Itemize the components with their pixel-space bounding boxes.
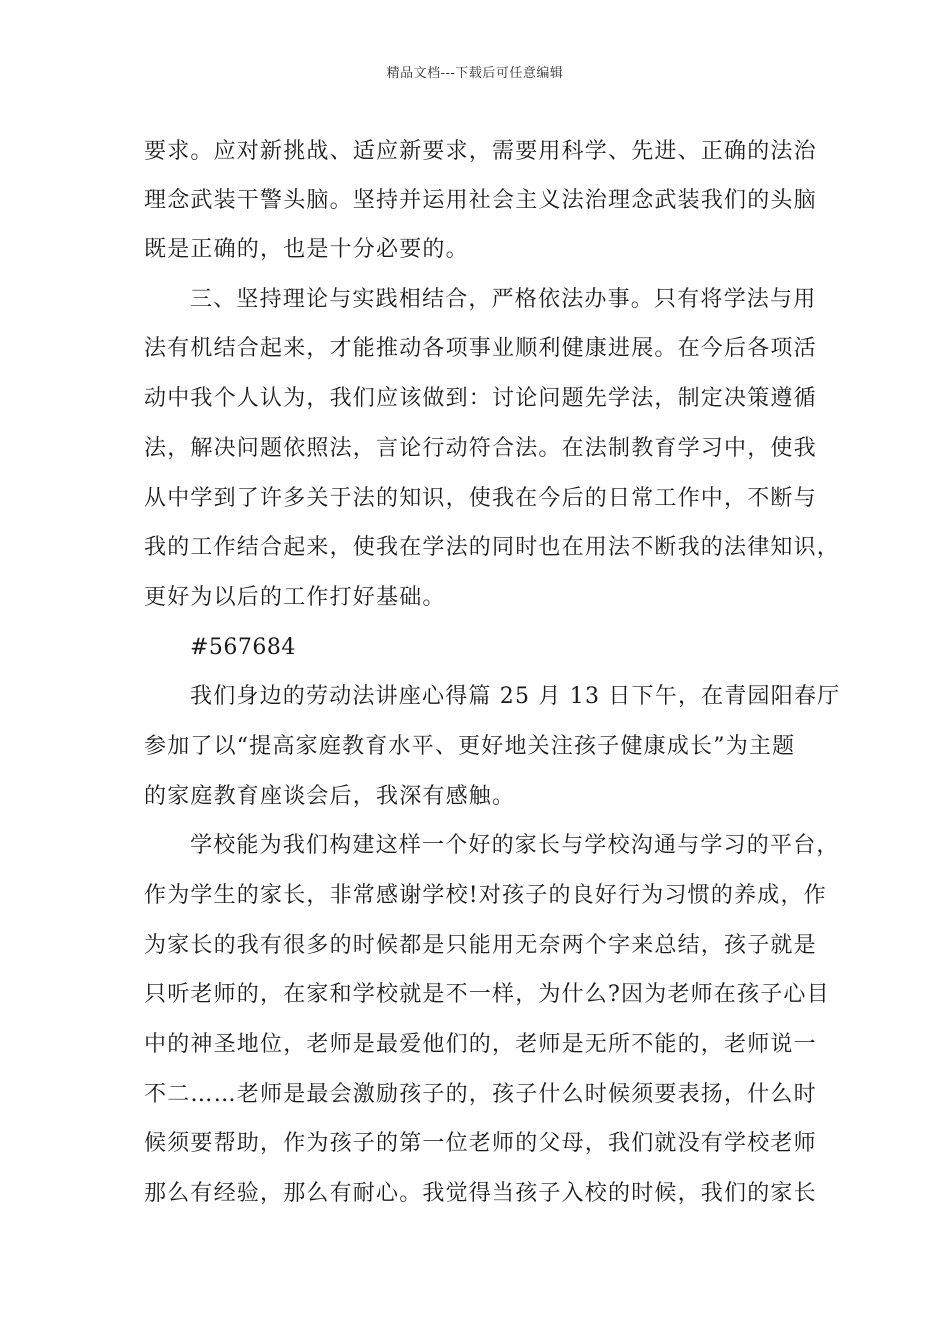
- text-line: 既是正确的，也是十分必要的。: [144, 237, 469, 262]
- text-line: 从中学到了许多关于法的知识，使我在今后的日常工作中，不断与: [144, 486, 817, 511]
- text-line: 动中我个人认为，我们应该做到：讨论问题先学法，制定决策遵循: [144, 386, 817, 411]
- text-line: 法，解决问题依照法，言论行动符合法。在法制教育学习中，使我: [144, 436, 817, 461]
- text-line: 我的工作结合起来，使我在学法的同时也在用法不断我的法律知识，: [144, 535, 841, 560]
- text-line: 中的神圣地位，老师是最爱他们的，老师是无所不能的，老师说一: [144, 1032, 817, 1057]
- text-line: 法有机结合起来，才能推动各项事业顺利健康进展。在今后各项活: [144, 336, 817, 361]
- text-line: 为家长的我有很多的时候都是只能用无奈两个字来总结，孩子就是: [144, 933, 817, 958]
- text-line: 作为学生的家长，非常感谢学校!对孩子的良好行为习惯的养成，作: [144, 883, 827, 908]
- text-line: 候须要帮助，作为孩子的第一位老师的父母，我们就没有学校老师: [144, 1131, 817, 1156]
- paragraph-start-line: 三、坚持理论与实践相结合，严格依法办事。只有将学法与用: [190, 287, 817, 312]
- text-line: 的家庭教育座谈会后，我深有感触。: [144, 784, 516, 809]
- text-line: 要求。应对新挑战、适应新要求，需要用科学、先进、正确的法治: [144, 139, 817, 164]
- text-line: 那么有经验，那么有耐心。我觉得当孩子入校的时候，我们的家长: [144, 1181, 817, 1206]
- text-line: 更好为以后的工作打好基础。: [144, 585, 446, 610]
- paragraph-start-line: 学校能为我们构建这样一个好的家长与学校沟通与学习的平台，: [190, 833, 840, 858]
- text-line: 理念武装干警头脑。坚持并运用社会主义法治理念武装我们的头脑: [144, 188, 817, 213]
- text-line: 参加了以“提高家庭教育水平、更好地关注孩子健康成长”为主题: [144, 734, 796, 759]
- page-header: 精品文档---下载后可任意编辑: [386, 66, 564, 81]
- reference-number: #567684: [190, 635, 296, 660]
- paragraph-start-line: 我们身边的劳动法讲座心得篇 25 月 13 日下午，在青园阳春厅: [190, 684, 841, 709]
- text-line: 不二……老师是最会激励孩子的，孩子什么时候须要表扬，什么时: [144, 1082, 817, 1107]
- text-line: 只听老师的，在家和学校就是不一样，为什么?因为老师在孩子心目: [144, 982, 830, 1007]
